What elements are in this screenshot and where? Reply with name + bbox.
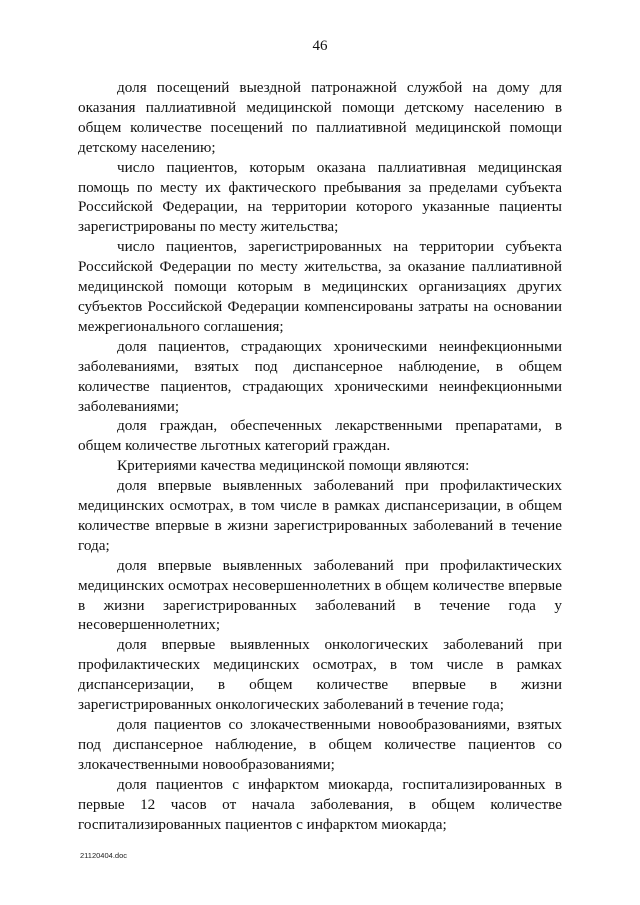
document-filename: 21120404.doc xyxy=(80,851,127,860)
paragraph-11: доля пациентов с инфарктом миокарда, госпитализированных в первые 12 часов от начала заболевания, в общем количестве госпитализированных пациентов с инфарктом миокарда; xyxy=(78,775,562,833)
paragraph-3: число пациентов, зарегистрированных на территории субъекта Российской Федерации по месту жительства, за оказание паллиативной медицинской помощи которым в медицинских организациях других субъектов Российской Федерации компенсированы затраты на основании межрегионального соглашения; xyxy=(78,238,562,335)
paragraph-6: Критериями качества медицинской помощи являются: xyxy=(117,457,470,475)
paragraph-1: доля посещений выездной патронажной службой на дому для оказания паллиативной медицинской помощи детскому населению в общем количестве посещений по паллиативной медицинской помощи детскому населению; xyxy=(78,79,562,156)
paragraph-9: доля впервые выявленных онкологических заболеваний при профилактических медицинских осмотрах, в том числе в рамках диспансеризации, в общем количестве впервые в жизни зарегистрированных онкологических заболеваний в течение года; xyxy=(78,636,562,714)
document-body xyxy=(78,78,562,834)
paragraph-10: доля пациентов со злокачественными новообразованиями, взятых под диспансерное наблюдение, в общем количестве пациентов со злокачественными новообразованиями; xyxy=(78,716,562,773)
paragraph-5: доля граждан, обеспеченных лекарственными препаратами, в общем количестве льготных категорий граждан. xyxy=(78,417,562,455)
paragraph-8: доля впервые выявленных заболеваний при профилактических медицинских осмотрах несовершеннолетних в общем количестве впервые в жизни зарегистрированных заболеваний в течение года у несовершеннолетних; xyxy=(78,556,562,634)
paragraph-7: доля впервые выявленных заболеваний при профилактических медицинских осмотрах, в том числе в рамках диспансеризации, в общем количестве впервые в жизни зарегистрированных заболеваний в течение года; xyxy=(78,477,562,554)
page-number: 46 xyxy=(312,38,328,54)
paragraph-4: доля пациентов, страдающих хроническими неинфекционными заболеваниями, взятых под диспансерное наблюдение, в общем количестве пациентов, страдающих хроническими неинфекционными заболеваниями; xyxy=(78,337,562,415)
paragraph-2: число пациентов, которым оказана паллиативная медицинская помощь по месту их фактического пребывания за пределами субъекта Российской Федерации, на территории которого указанные пациенты зарегистрированы по месту жительства; xyxy=(78,158,562,236)
